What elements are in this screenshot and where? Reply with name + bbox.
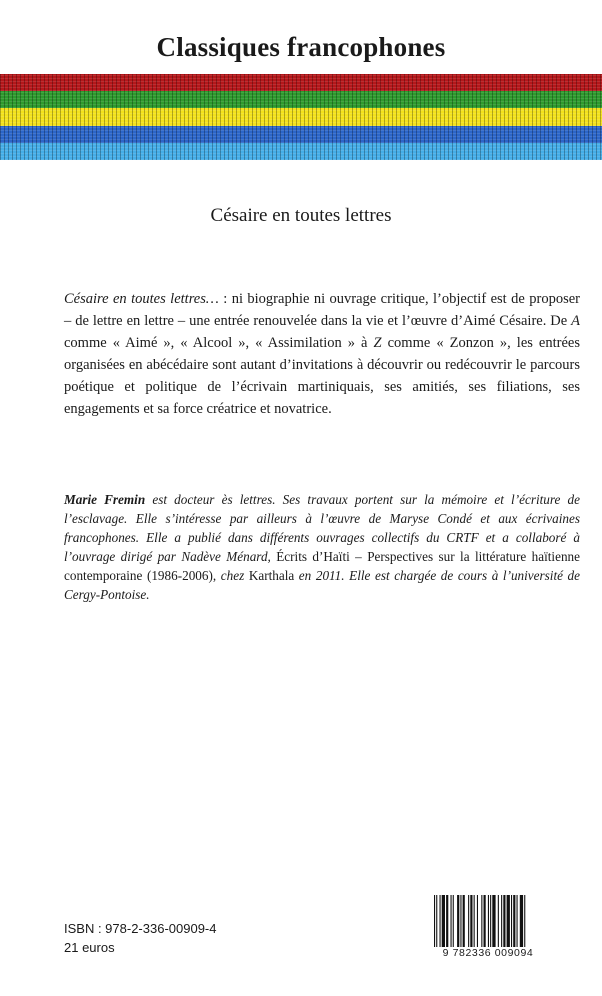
barcode-bar (474, 895, 475, 951)
author-bio (64, 490, 580, 604)
blurb-letter-a: A (571, 313, 580, 329)
bio-text: chez (216, 568, 249, 583)
barcode-bar (460, 895, 461, 951)
barcode-bar (436, 895, 437, 951)
barcode-bar (524, 895, 525, 951)
price: 21 euros (64, 940, 115, 955)
isbn: ISBN : 978-2-336-00909-4 (64, 921, 217, 936)
stripe-red (0, 74, 602, 91)
barcode-bar (457, 895, 459, 951)
stripe-blue (0, 126, 602, 143)
barcode-bar (513, 895, 515, 951)
stripe-yellow (0, 108, 602, 125)
barcode-bar (484, 895, 486, 951)
barcode-bars (432, 895, 544, 951)
barcode-bar (451, 895, 452, 951)
barcode-bar (501, 895, 502, 951)
bio-text: en 2011. Elle est chargée de cours à l’université de Cergy-Pontoise. (64, 568, 581, 602)
barcode-bar (442, 895, 445, 951)
book-title: Césaire en toutes lettres (210, 205, 392, 226)
stripe-light-blue (0, 143, 602, 160)
barcode-bar (503, 895, 505, 951)
author-name: Marie Fremin (64, 492, 146, 507)
blurb-text: : ni biographie ni ouvrage critique, l’objectif est de proposer – de lettre en lettre – une entrée renouvelée dans la vie et l’œuvre d’Aimé Césaire. De (64, 291, 580, 329)
series-title: Classiques francophones (156, 32, 446, 62)
barcode (432, 895, 544, 959)
barcode-bar (490, 895, 491, 951)
bio-publisher: Karthala (248, 568, 295, 583)
barcode-bar (463, 895, 465, 951)
barcode-bar (517, 895, 518, 951)
bio-text: est docteur ès lettres. Ses travaux portent sur la mémoire et l’écriture de l’esclavage. Elle s’intéresse par ailleurs à l’œuvre de Maryse Condé et aux écrivaines francophones. Elle a publié dans différents ouvrages collectifs du CRTF et a collaboré à l’ouvrage dirigé par Nadève Ménard, (64, 492, 580, 564)
color-stripes-banner (0, 74, 602, 160)
barcode-bar (477, 895, 478, 951)
blurb-text: comme « Zonzon », les entrées organisées en abécédaire sont autant d’invitations à découvrir ou redécouvrir le parcours poétique et politique de l’écrivain martiniquais, ses amitiés, ses filiations, ses engagements et sa force créatrice et novatrice. (64, 335, 580, 417)
barcode-bar (498, 895, 499, 951)
barcode-bar (470, 895, 472, 951)
blurb-letter-z: Z (373, 335, 382, 351)
barcode-bar (481, 895, 482, 951)
barcode-number: 9 782336 009094 (432, 947, 544, 959)
book-blurb (64, 288, 580, 420)
barcode-bar (492, 895, 495, 951)
barcode-bar (468, 895, 469, 951)
barcode-bar (434, 895, 435, 951)
stripe-green (0, 91, 602, 108)
barcode-bar (520, 895, 523, 951)
bio-work-title: Écrits d’Haïti – Perspectives sur la littérature haïtienne contemporaine (1986-2006), (64, 549, 580, 583)
barcode-bar (453, 895, 454, 951)
barcode-bar (511, 895, 512, 951)
blurb-text: comme « Aimé », « Alcool », « Assimilation » à (64, 335, 374, 351)
barcode-bar (507, 895, 510, 951)
blurb-book-title: Césaire en toutes lettres… (64, 291, 219, 307)
barcode-bar (440, 895, 441, 951)
barcode-bar (446, 895, 448, 951)
barcode-bar (488, 895, 489, 951)
